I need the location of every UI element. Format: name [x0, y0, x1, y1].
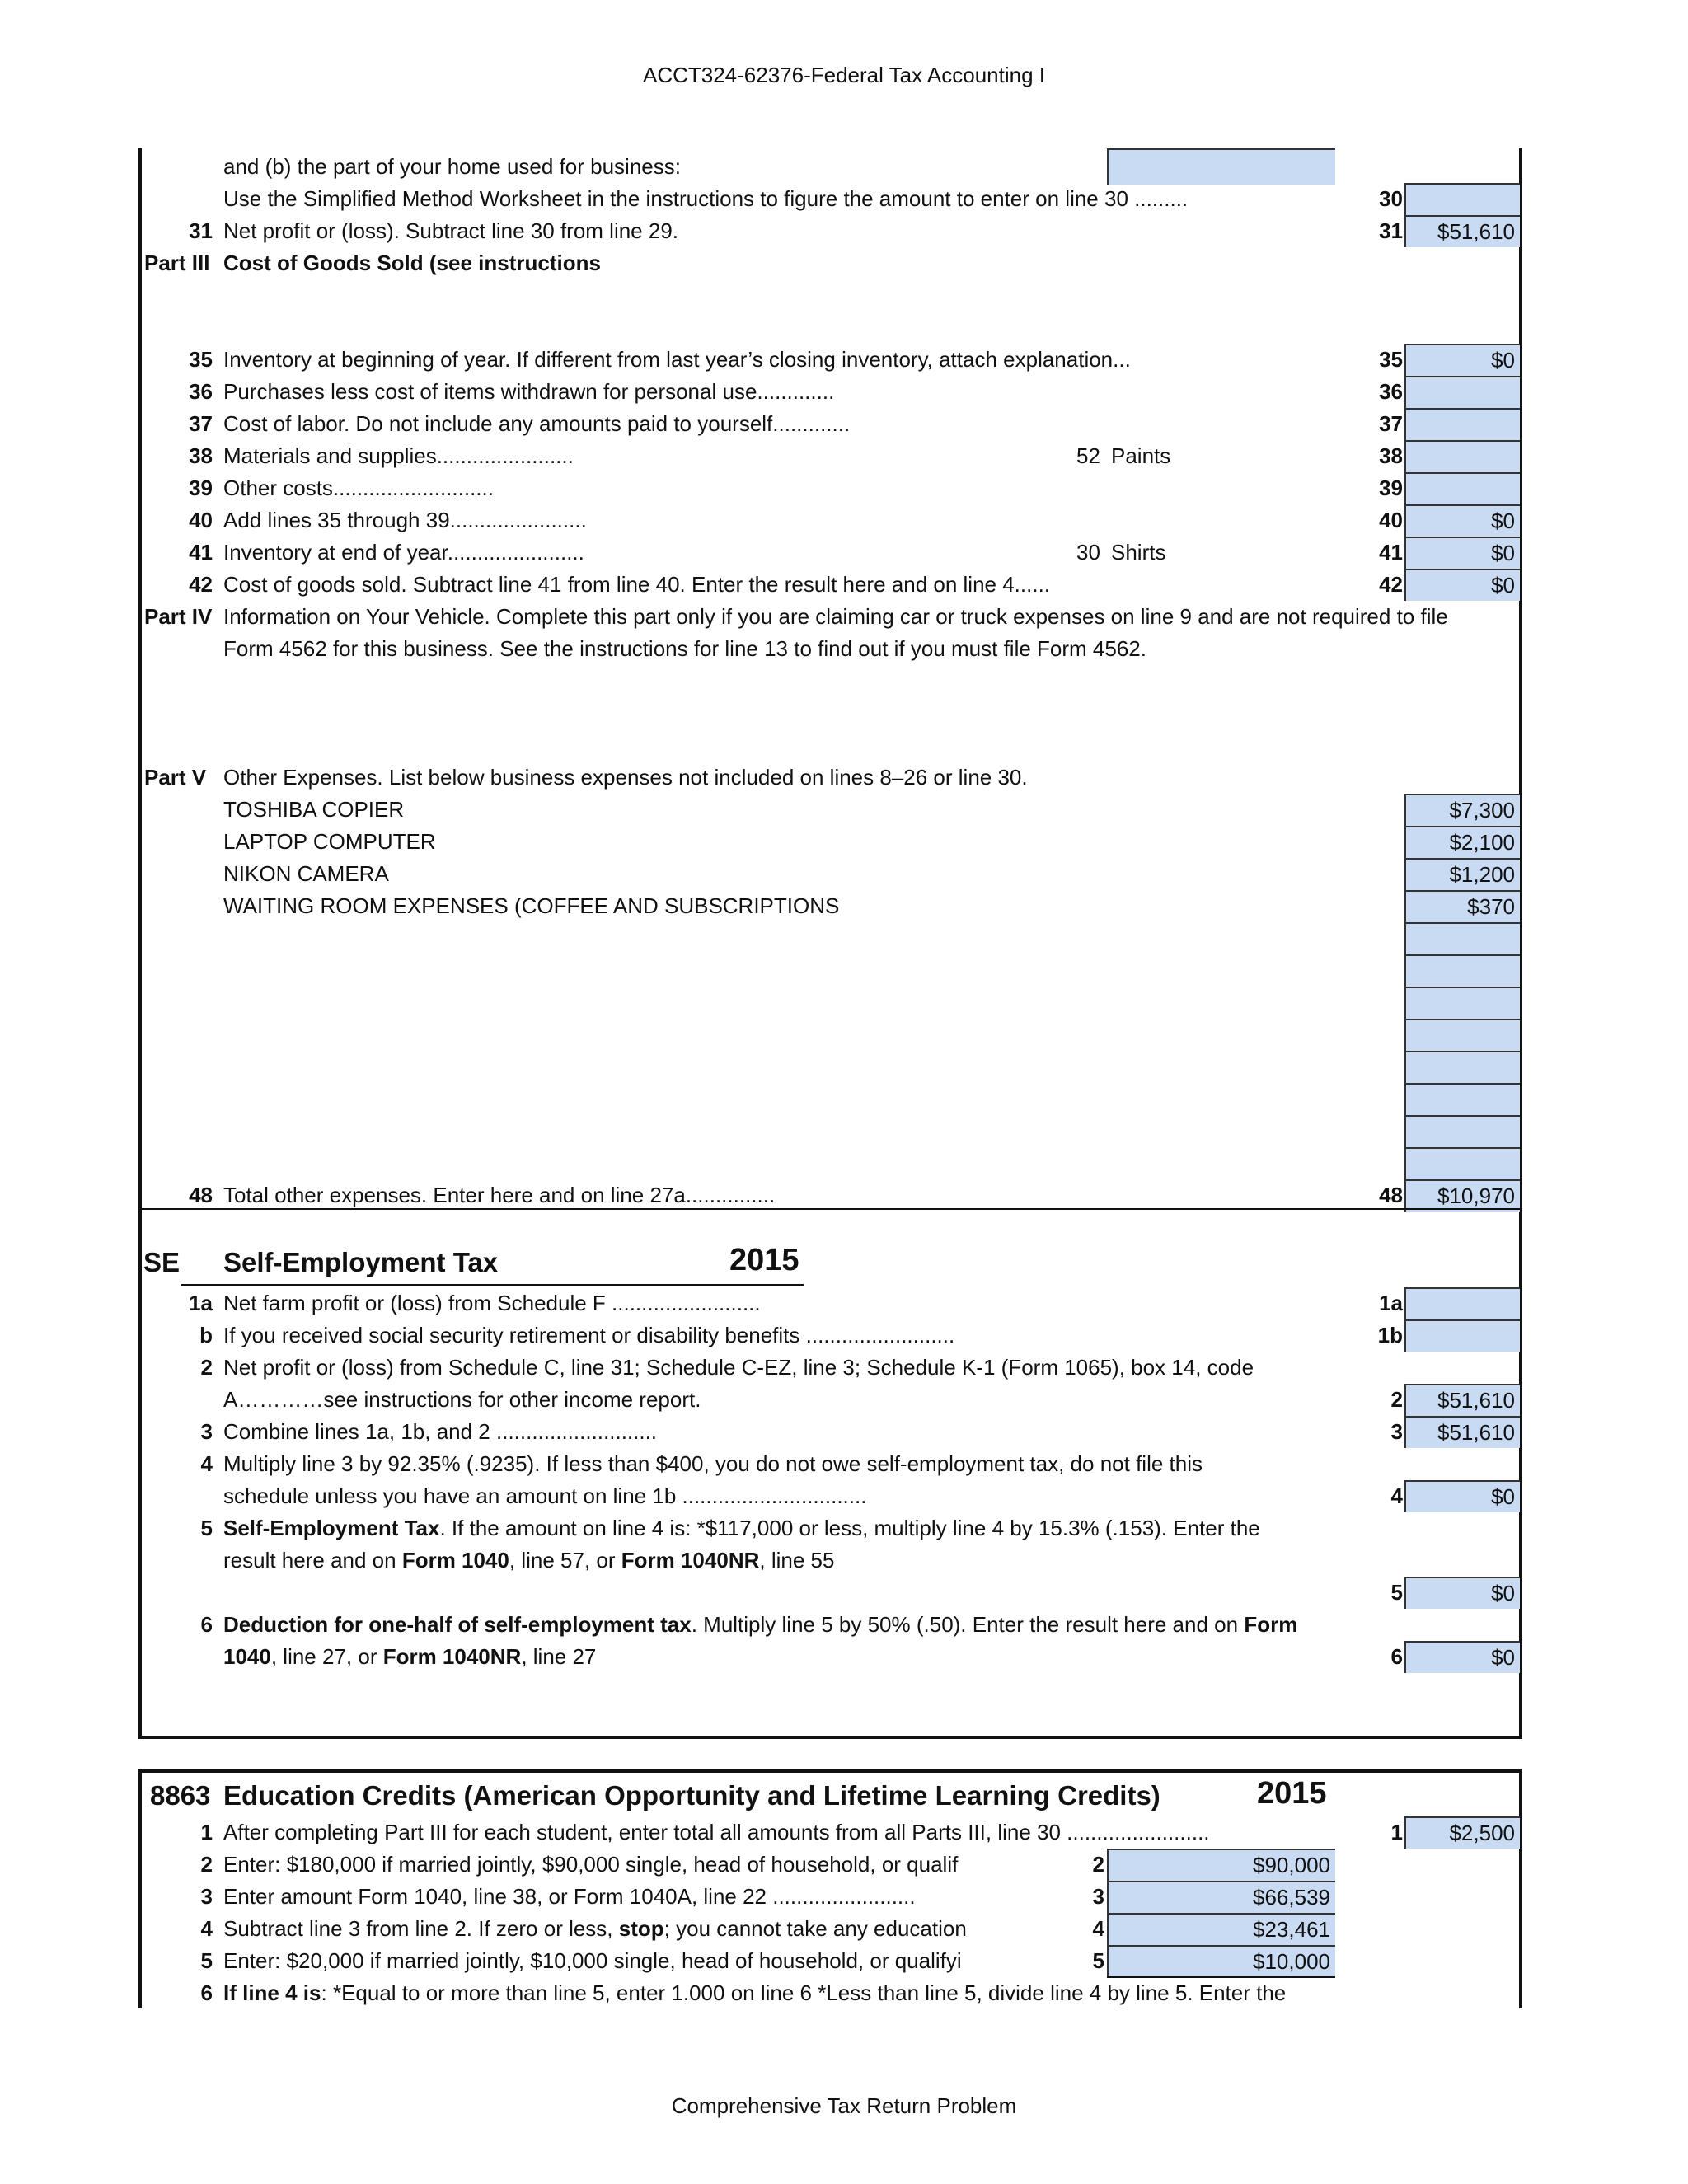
line36-value[interactable] — [1404, 376, 1520, 408]
line38-note-qty: 52 — [1076, 443, 1100, 468]
part5-label: Part V — [144, 765, 207, 790]
line39-number: 39 — [189, 476, 213, 500]
line39-text: Other costs........................... — [223, 476, 494, 500]
other-expense-desc: TOSHIBA COPIER — [223, 797, 405, 822]
page-footer: Comprehensive Tax Return Problem — [671, 2093, 1017, 2118]
se-line2-value[interactable]: $51,610 — [1404, 1384, 1520, 1416]
se-left-line — [138, 1210, 142, 1739]
se-line6-part-a: , line 27, or — [270, 1644, 383, 1669]
se-line5-text-2 — [223, 1544, 834, 1577]
f8863-line4-code: 4 — [1092, 1916, 1104, 1941]
se-line4-number: 4 — [200, 1451, 213, 1476]
se-line6-form1040: 1040 — [223, 1644, 271, 1669]
part4-label: Part IV — [144, 604, 213, 629]
page-header: ACCT324-62376-Federal Tax Accounting I — [642, 63, 1046, 87]
f8863-line4-number: 4 — [200, 1916, 213, 1941]
f8863-line4-value[interactable]: $23,461 — [1107, 1913, 1335, 1945]
se-line2-text-1: Net profit or (loss) from Schedule C, line 31; Schedule C-EZ, line 3; Schedule K-1 (Form 1065), box 14, code — [223, 1355, 1254, 1380]
se-line3-code: 3 — [1390, 1419, 1403, 1444]
se-year: 2015 — [729, 1243, 799, 1277]
f8863-line4-part-a: Subtract line 3 from line 2. If zero or less, — [223, 1916, 619, 1941]
part3-label: Part III — [144, 251, 210, 275]
other-expense-empty[interactable] — [1404, 1147, 1520, 1179]
se-line1b-text: If you received social security retirement or disability benefits ......................... — [223, 1323, 955, 1347]
line37-text: Cost of labor. Do not include any amounts paid to yourself............. — [223, 411, 851, 436]
line41-code: 41 — [1379, 540, 1403, 565]
line38-note-item: Paints — [1111, 443, 1171, 468]
line30-value[interactable] — [1404, 183, 1520, 215]
se-line6-rest: . Multiply line 5 by 50% (.50). Enter the result here and on — [691, 1612, 1245, 1637]
se-line6-text-1 — [223, 1609, 1297, 1641]
se-bottom-line — [138, 1736, 1522, 1739]
se-line1a-text: Net farm profit or (loss) from Schedule F ......................... — [223, 1291, 761, 1315]
part5-text: Other Expenses. List below business expenses not included on lines 8–26 or line 30. — [223, 765, 1028, 790]
se-line2-text-2: A…………see instructions for other income report. — [223, 1387, 701, 1412]
other-expense-desc: WAITING ROOM EXPENSES (COFFEE AND SUBSCRIPTIONS — [223, 893, 840, 918]
f8863-line2-code: 2 — [1092, 1852, 1104, 1877]
f8863-line6-text — [223, 1977, 1286, 2009]
se-line2-number: 2 — [200, 1355, 213, 1380]
line48-code: 48 — [1379, 1183, 1403, 1207]
other-expense-amount[interactable]: $1,200 — [1404, 858, 1520, 890]
line36-text: Purchases less cost of items withdrawn for personal use............. — [223, 379, 835, 404]
line41-note-item: Shirts — [1111, 540, 1166, 565]
other-expense-desc: LAPTOP COMPUTER — [223, 829, 436, 854]
line48-value[interactable]: $10,970 — [1404, 1179, 1520, 1212]
f8863-right-line — [1519, 1769, 1522, 2008]
line39-code: 39 — [1379, 476, 1403, 500]
f8863-line3-text: Enter amount Form 1040, line 38, or Form 1040A, line 22 ........................ — [223, 1884, 916, 1909]
se-line6-form2: Form 1040NR — [382, 1644, 522, 1669]
line38-value[interactable] — [1404, 440, 1520, 472]
se-title-underline — [181, 1284, 804, 1286]
se-line6-code: 6 — [1390, 1644, 1403, 1669]
f8863-line6-number: 6 — [200, 1980, 213, 2005]
se-line4-text-1: Multiply line 3 by 92.35% (.9235). If less than $400, you do not owe self-employment tax, do not file this — [223, 1451, 1203, 1476]
se-line6-text-2 — [223, 1641, 596, 1673]
line31-value[interactable]: $51,610 — [1404, 215, 1520, 247]
schedule-c-bottom-line — [138, 1208, 1522, 1210]
f8863-line2-number: 2 — [200, 1852, 213, 1877]
se-line1a-value[interactable] — [1404, 1287, 1520, 1319]
f8863-line5-value[interactable]: $10,000 — [1107, 1945, 1335, 1977]
se-line5-form2: Form 1040NR — [621, 1548, 760, 1572]
se-line1a-code: 1a — [1379, 1291, 1403, 1315]
other-expense-empty[interactable] — [1404, 922, 1520, 954]
line37-number: 37 — [189, 411, 213, 436]
line42-text: Cost of goods sold. Subtract line 41 from line 40. Enter the result here and on line 4...... — [223, 572, 1051, 597]
f8863-left-line — [138, 1769, 142, 2008]
se-line3-value[interactable]: $51,610 — [1404, 1416, 1520, 1448]
line30-text: Use the Simplified Method Worksheet in the instructions to figure the amount to enter on line 30 ......... — [223, 186, 1189, 211]
line37-value[interactable] — [1404, 408, 1520, 440]
other-expense-empty[interactable] — [1404, 1115, 1520, 1147]
se-line5-text-1 — [223, 1512, 1260, 1544]
line41-value[interactable]: $0 — [1404, 537, 1520, 569]
se-title: Self-Employment Tax — [223, 1247, 499, 1277]
line41-text: Inventory at end of year....................... — [223, 540, 584, 565]
line35-number: 35 — [189, 347, 213, 372]
f8863-code: 8863 — [150, 1780, 211, 1811]
se-line5-form1: Form 1040 — [401, 1548, 509, 1572]
part3-title: Cost of Goods Sold (see instructions — [223, 251, 601, 275]
line35-value[interactable]: $0 — [1404, 344, 1520, 376]
f8863-line5-code: 5 — [1092, 1948, 1104, 1973]
f8863-line2-text: Enter: $180,000 if married jointly, $90,000 single, head of household, or qualif — [223, 1852, 959, 1877]
f8863-year: 2015 — [1257, 1776, 1327, 1811]
line41-note-qty: 30 — [1076, 540, 1100, 565]
se-line5-value[interactable]: $0 — [1404, 1577, 1520, 1609]
other-expense-amount[interactable]: $370 — [1404, 890, 1520, 922]
se-line5-code: 5 — [1390, 1580, 1403, 1605]
f8863-line4-text — [223, 1913, 994, 1945]
f8863-line1-number: 1 — [200, 1820, 213, 1844]
line42-value[interactable]: $0 — [1404, 569, 1520, 601]
se-line5-part-b: , line 57, or — [509, 1548, 621, 1572]
se-line4-text-2: schedule unless you have an amount on line 1b ............................... — [223, 1483, 867, 1508]
f8863-line1-text: After completing Part III for each student, enter total all amounts from all Parts III, line 30 ........................ — [223, 1820, 1210, 1844]
se-line4-code: 4 — [1390, 1483, 1403, 1508]
f8863-top-line — [138, 1769, 1522, 1773]
se-line4-value[interactable]: $0 — [1404, 1480, 1520, 1512]
f8863-line3-code: 3 — [1092, 1884, 1104, 1909]
line35-code: 35 — [1379, 347, 1403, 372]
f8863-line6-bold: If line 4 is — [223, 1980, 321, 2005]
other-expense-empty[interactable] — [1404, 1051, 1520, 1083]
line39-value[interactable] — [1404, 472, 1520, 504]
line31-number: 31 — [189, 218, 213, 243]
line38-text: Materials and supplies....................... — [223, 443, 574, 468]
other-expense-empty[interactable] — [1404, 987, 1520, 1019]
line37-code: 37 — [1379, 411, 1403, 436]
se-line5-bold: Self-Employment Tax — [223, 1516, 440, 1540]
other-expense-empty[interactable] — [1404, 1019, 1520, 1051]
other-expense-empty[interactable] — [1404, 1083, 1520, 1115]
f8863-title: Education Credits (American Opportunity and Lifetime Learning Credits) — [223, 1780, 1160, 1811]
line42-number: 42 — [189, 572, 213, 597]
line36-code: 36 — [1379, 379, 1403, 404]
se-line1b-number: b — [199, 1323, 213, 1347]
f8863-line1-code: 1 — [1390, 1820, 1403, 1844]
se-line6-part-b: , line 27 — [521, 1644, 597, 1669]
other-expense-amount[interactable]: $7,300 — [1404, 794, 1520, 826]
line29-input-box[interactable] — [1107, 148, 1335, 185]
line36-number: 36 — [189, 379, 213, 404]
se-line6-bold: Deduction for one-half of self-employment tax — [223, 1612, 692, 1637]
se-line1a-number: 1a — [189, 1291, 213, 1315]
part4-text-2: Form 4562 for this business. See the instructions for line 13 to find out if you must file Form 4562. — [223, 636, 1146, 661]
f8863-line2-value[interactable]: $90,000 — [1107, 1849, 1335, 1881]
line42-code: 42 — [1379, 572, 1403, 597]
line48-number: 48 — [189, 1183, 213, 1207]
se-line1b-code: 1b — [1377, 1323, 1403, 1347]
line38-number: 38 — [189, 443, 213, 468]
other-expense-desc: NIKON CAMERA — [223, 861, 389, 886]
se-line6-form: Form — [1244, 1612, 1298, 1637]
se-line5-part-c: , line 55 — [759, 1548, 835, 1572]
se-line6-value[interactable]: $0 — [1404, 1641, 1520, 1673]
line40-text: Add lines 35 through 39....................... — [223, 508, 587, 532]
line40-value[interactable]: $0 — [1404, 504, 1520, 537]
se-line3-number: 3 — [200, 1419, 213, 1444]
se-line5-rest: . If the amount on line 4 is: *$117,000 or less, multiply line 4 by 15.3% (.153). Enter the — [439, 1516, 1260, 1540]
f8863-line3-number: 3 — [200, 1884, 213, 1909]
line40-number: 40 — [189, 508, 213, 532]
line30-code: 30 — [1379, 186, 1403, 211]
line31-text: Net profit or (loss). Subtract line 30 from line 29. — [223, 218, 679, 243]
f8863-line3-value[interactable]: $66,539 — [1107, 1881, 1335, 1913]
f8863-line5-number: 5 — [200, 1948, 213, 1973]
line40-code: 40 — [1379, 508, 1403, 532]
frame-left-line — [138, 148, 142, 1212]
line31-code: 31 — [1379, 218, 1403, 243]
part4-text-1: Information on Your Vehicle. Complete this part only if you are claiming car or truck expenses on line 9 and are not required to file — [223, 604, 1448, 629]
se-code: SE — [143, 1247, 181, 1277]
se-line1b-value[interactable] — [1404, 1319, 1520, 1352]
line30-intro: and (b) the part of your home used for business: — [223, 154, 681, 179]
f8863-line4-stop: stop — [618, 1916, 664, 1941]
line38-code: 38 — [1379, 443, 1403, 468]
f8863-line6-rest: : *Equal to or more than line 5, enter 1.000 on line 6 *Less than line 5, divide line 4 by line 5. Enter the — [321, 1980, 1287, 2005]
f8863-line5-text: Enter: $20,000 if married jointly, $10,000 single, head of household, or qualifyi — [223, 1948, 962, 1973]
se-line2-code: 2 — [1390, 1387, 1403, 1412]
line35-text: Inventory at beginning of year. If different from last year’s closing inventory, attach explanation... — [223, 347, 1131, 372]
line48-text: Total other expenses. Enter here and on line 27a............... — [223, 1183, 776, 1207]
other-expense-empty[interactable] — [1404, 954, 1520, 987]
other-expense-amount[interactable]: $2,100 — [1404, 826, 1520, 858]
se-line6-number: 6 — [200, 1612, 213, 1637]
line41-number: 41 — [189, 540, 213, 565]
f8863-line1-value[interactable]: $2,500 — [1404, 1816, 1520, 1849]
se-line5-part-a: result here and on — [223, 1548, 402, 1572]
se-line5-number: 5 — [200, 1516, 213, 1540]
f8863-line4-part-b: ; you cannot take any education — [663, 1916, 967, 1941]
se-line3-text: Combine lines 1a, 1b, and 2 ........................... — [223, 1419, 658, 1444]
